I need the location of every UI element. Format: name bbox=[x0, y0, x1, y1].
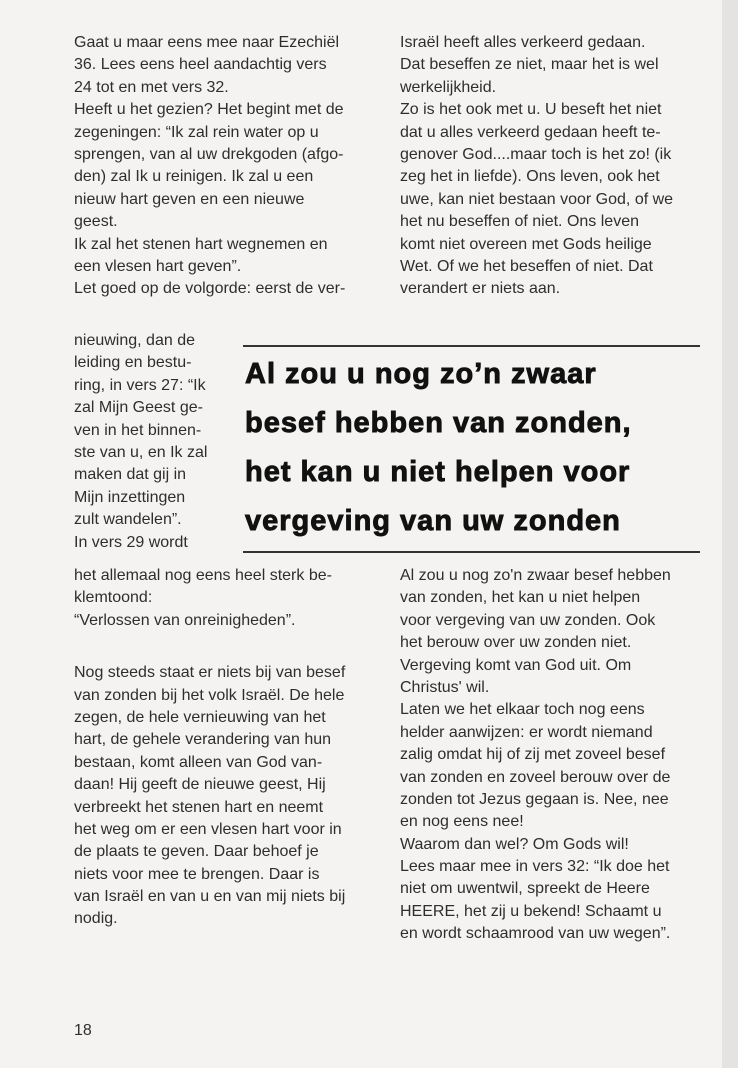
text-line: Nog steeds staat er niets bij van besef bbox=[74, 664, 346, 682]
text-line: ven in het binnen- bbox=[74, 421, 202, 439]
text-line: uwe, kan niet bestaan voor God, of we bbox=[400, 190, 674, 208]
page-number: 18 bbox=[74, 1022, 92, 1039]
text-line: geest. bbox=[74, 213, 118, 231]
text-line: Al zou u nog zo’n zwaar bbox=[245, 358, 597, 390]
text-line: verandert er niets aan. bbox=[400, 280, 561, 298]
text-line: sprengen, van al uw drekgoden (afgo- bbox=[74, 145, 344, 163]
text-line: dat u alles verkeerd gedaan heeft te- bbox=[400, 123, 661, 141]
text-line: het nu beseffen of niet. Ons leven bbox=[400, 213, 639, 231]
text-line: hart, de gehele verandering van hun bbox=[74, 731, 332, 749]
text-line: Let goed op de volgorde: eerst de ver- bbox=[74, 280, 346, 298]
text-line: 24 tot en met vers 32. bbox=[74, 78, 229, 96]
pull-quote-top-rule bbox=[243, 345, 700, 347]
text-line: 36. Lees eens heel aandachtig vers bbox=[74, 56, 327, 74]
left-column-top bbox=[74, 32, 345, 301]
text-line: Zo is het ook met u. U beseft het niet bbox=[400, 101, 662, 119]
text-line: nodig. bbox=[74, 910, 118, 928]
text-line: den) zal Ik u reinigen. Ik zal u een bbox=[74, 168, 314, 186]
text-line: zal Mijn Geest ge- bbox=[74, 399, 203, 417]
right-column-bottom bbox=[400, 565, 671, 946]
text-line: en wordt schaamrood van uw wegen”. bbox=[400, 925, 671, 943]
text-line: een vlesen hart geven”. bbox=[74, 257, 242, 275]
text-line: niet om uwentwil, spreekt de Heere bbox=[400, 880, 650, 898]
page-edge bbox=[722, 0, 738, 1068]
text-line: zegen, de hele vernieuwing van het bbox=[74, 708, 326, 726]
text-line: Al zou u nog zo'n zwaar besef hebben bbox=[400, 567, 671, 584]
text-line: van zonden en zoveel berouw over de bbox=[400, 768, 671, 786]
pull-quote bbox=[245, 352, 632, 548]
text-line: het kan u niet helpen voor bbox=[245, 456, 631, 488]
text-line: voor vergeving van uw zonden. Ook bbox=[400, 611, 656, 629]
text-line: genover God....maar toch is het zo! (ik bbox=[400, 145, 672, 163]
left-column-bottom bbox=[74, 565, 345, 931]
text-line: Wet. Of we het beseffen of niet. Dat bbox=[400, 257, 653, 275]
text-line: bestaan, komt alleen van God van- bbox=[74, 753, 323, 771]
text-line: ring, in vers 27: “Ik bbox=[74, 376, 206, 394]
text-line: Christus' wil. bbox=[400, 678, 490, 696]
text-line: Gaat u maar eens mee naar Ezechiël bbox=[74, 34, 340, 51]
text-line: Waarom dan wel? Om Gods wil! bbox=[400, 835, 629, 853]
text-line: “Verlossen van onreinigheden”. bbox=[74, 611, 296, 629]
text-line: leiding en bestu- bbox=[74, 354, 192, 372]
text-line: en nog eens nee! bbox=[400, 813, 524, 831]
text-line: Ik zal het stenen hart wegnemen en bbox=[74, 235, 328, 253]
text-line: zegeningen: “Ik zal rein water op u bbox=[74, 123, 319, 141]
text-line: het weg om er een vlesen hart voor in bbox=[74, 820, 342, 838]
text-line: HEERE, het zij u bekend! Schaamt u bbox=[400, 902, 662, 920]
text-line: Lees maar mee in vers 32: “Ik doe het bbox=[400, 858, 670, 876]
text-line: helder aanwijzen: er wordt niemand bbox=[400, 723, 653, 741]
text-line: nieuw hart geven en een nieuwe bbox=[74, 190, 305, 208]
text-line: maken dat gij in bbox=[74, 466, 187, 484]
text-line: Mijn inzettingen bbox=[74, 488, 186, 506]
text-line: daan! Hij geeft de nieuwe geest, Hij bbox=[74, 776, 326, 794]
text-line: Heeft u het gezien? Het begint met de bbox=[74, 101, 344, 119]
left-column-narrow bbox=[74, 330, 207, 554]
pull-quote-bottom-rule bbox=[243, 551, 700, 553]
text-line: zonden tot Jezus gegaan is. Nee, nee bbox=[400, 790, 669, 808]
text-line: de plaats te geven. Daar behoef je bbox=[74, 843, 319, 861]
text-line: het allemaal nog eens heel sterk be- bbox=[74, 567, 332, 584]
text-line: klemtoond: bbox=[74, 589, 153, 607]
text-line: ste van u, en Ik zal bbox=[74, 443, 208, 461]
text-line: besef hebben van zonden, bbox=[245, 407, 632, 439]
text-line: zalig omdat hij of zij met zoveel besef bbox=[400, 746, 666, 764]
text-line: van zonden bij het volk Israël. De hele bbox=[74, 686, 345, 704]
right-column-top bbox=[400, 32, 673, 301]
text-line: van Israël en van u en van mij niets bij bbox=[74, 888, 346, 906]
text-line: werkelijkheid. bbox=[400, 78, 497, 96]
text-line: het berouw over uw zonden niet. bbox=[400, 634, 632, 652]
text-line: nieuwing, dan de bbox=[74, 332, 195, 349]
text-line: komt niet overeen met Gods heilige bbox=[400, 235, 652, 253]
text-line: niets voor mee te brengen. Daar is bbox=[74, 865, 320, 883]
text-line: Dat beseffen ze niet, maar het is wel bbox=[400, 56, 659, 74]
text-line: vergeving van uw zonden bbox=[245, 505, 621, 537]
paragraph-gap bbox=[74, 632, 345, 662]
text-line: verbreekt het stenen hart en neemt bbox=[74, 798, 324, 816]
text-line: van zonden, het kan u niet helpen bbox=[400, 589, 641, 607]
text-line: zeg het in liefde). Ons leven, ook het bbox=[400, 168, 660, 186]
text-line: Vergeving komt van God uit. Om bbox=[400, 656, 632, 674]
text-line: zult wandelen”. bbox=[74, 511, 182, 529]
text-line: In vers 29 wordt bbox=[74, 533, 188, 551]
text-line: Laten we het elkaar toch nog eens bbox=[400, 701, 645, 719]
text-line: Israël heeft alles verkeerd gedaan. bbox=[400, 34, 646, 51]
